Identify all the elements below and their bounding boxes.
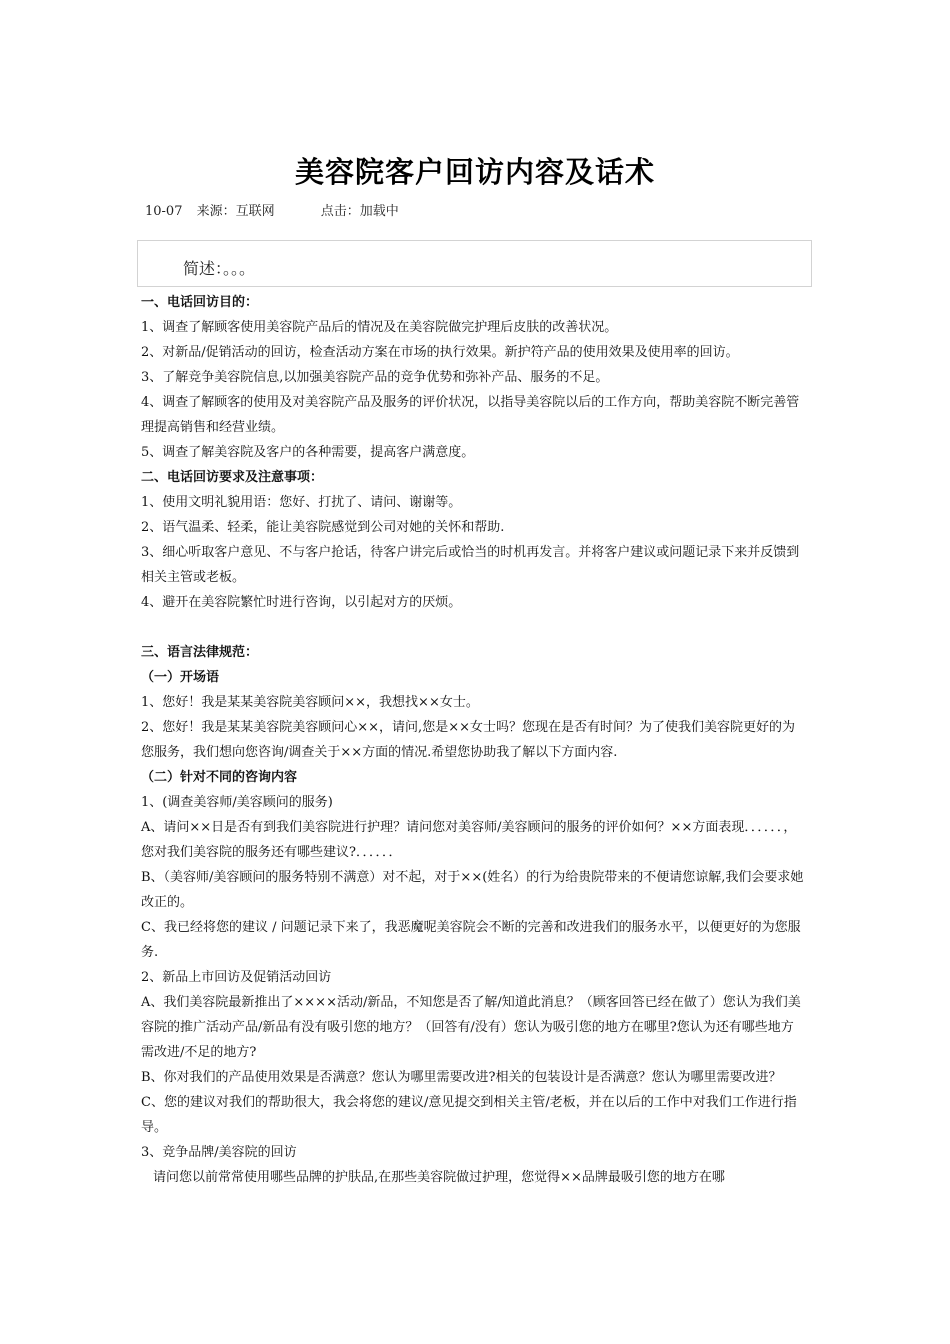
body-paragraph: 1、调查了解顾客使用美容院产品后的情况及在美容院做完护理后皮肤的改善状况。: [141, 320, 618, 335]
blank-line: [141, 615, 806, 640]
body-paragraph: B、你对我们的产品使用效果是否满意？您认为哪里需要改进?相关的包装设计是否满意？您认为哪里需要改进？: [141, 1070, 782, 1085]
summary-box: [137, 240, 812, 287]
section-heading: （二）针对不同的咨询内容: [141, 770, 298, 785]
article-meta: [145, 200, 399, 219]
body-paragraph: 3、竞争品牌/美容院的回访: [141, 1145, 297, 1160]
body-paragraph: 3、了解竞争美容院信息,以加强美容院产品的竞争优势和弥补产品、服务的不足。: [141, 370, 609, 385]
body-paragraph: A、请问××日是否有到我们美容院进行护理？请问您对美容师/美容顾问的服务的评价如何？××方面表现．．．．．．，您对我们美容院的服务还有哪些建议?．．．．．．: [141, 820, 797, 860]
body-paragraph: A、我们美容院最新推出了××××活动/新品，不知您是否了解/知道此消息？（顾客回答已经在做了）您认为我们美容院的推广活动产品/新品有没有吸引您的地方？（回答有/没有）您认为吸引您的地方在哪里?您认为还有哪些地方需改进/不足的地方?: [141, 995, 801, 1060]
body-paragraph: C、您的建议对我们的帮助很大，我会将您的建议/意见提交到相关主管/老板，并在以后的工作中对我们工作进行指导。: [141, 1095, 797, 1135]
section-heading: 二、电话回访要求及注意事项：: [141, 470, 324, 485]
article-source: 来源：互联网: [196, 204, 275, 219]
body-paragraph: B、（美容师/美容顾问的服务特别不满意）对不起，对于××(姓名）的行为给贵院带来的不便请您谅解,我们会要求她改正的。: [141, 870, 804, 910]
body-paragraph: 2、新品上市回访及促销活动回访: [141, 970, 332, 985]
article-clicks: 点击：加载中: [320, 204, 399, 219]
article-date: 10-07: [145, 204, 183, 219]
body-paragraph: 1、使用文明礼貌用语：您好、打扰了、请问、谢谢等。: [141, 495, 462, 510]
body-paragraph: 4、避开在美容院繁忙时进行咨询，以引起对方的厌烦。: [141, 595, 462, 610]
summary-text: 简述：。。。: [183, 259, 256, 278]
article-body: [141, 290, 806, 1190]
body-paragraph: 5、调查了解美容院及客户的各种需要，提高客户满意度。: [141, 445, 475, 460]
article-title: 美容院客户回访内容及话术: [294, 155, 655, 189]
body-paragraph: 3、细心听取客户意见、不与客户抢话，待客户讲完后或恰当的时机再发言。并将客户建议或问题记录下来并反馈到相关主管或老板。: [141, 545, 800, 585]
section-heading: 三、语言法律规范：: [141, 645, 259, 660]
section-heading: （一）开场语: [141, 670, 220, 685]
body-paragraph: 4、调查了解顾客的使用及对美容院产品及服务的评价状况，以指导美容院以后的工作方向，帮助美容院不断完善管理提高销售和经营业绩。: [141, 395, 800, 435]
body-paragraph: 2、您好！我是某某美容院美容顾问心××，请问,您是××女士吗？您现在是否有时间？为了使我们美容院更好的为您服务，我们想向您咨询/调查关于××方面的情况.希望您协助我了解以下方面内容.: [141, 720, 795, 760]
body-paragraph: 2、语气温柔、轻柔，能让美容院感觉到公司对她的关怀和帮助.: [141, 520, 505, 535]
body-paragraph: 1、(调查美容师/美容顾问的服务): [141, 795, 333, 810]
body-paragraph: 请问您以前常常使用哪些品牌的护肤品,在那些美容院做过护理，您觉得××品牌最吸引您的地方在哪: [153, 1170, 725, 1185]
body-paragraph: 2、对新品/促销活动的回访，检查活动方案在市场的执行效果。新护符产品的使用效果及使用率的回访。: [141, 345, 739, 360]
section-heading: 一、电话回访目的：: [141, 295, 259, 310]
body-paragraph: C、我已经将您的建议 / 问题记录下来了，我恶魔呢美容院会不断的完善和改进我们的服务水平，以便更好的为您服务.: [141, 920, 801, 960]
body-paragraph: 1、您好！我是某某美容院美容顾问××，我想找××女士。: [141, 695, 479, 710]
